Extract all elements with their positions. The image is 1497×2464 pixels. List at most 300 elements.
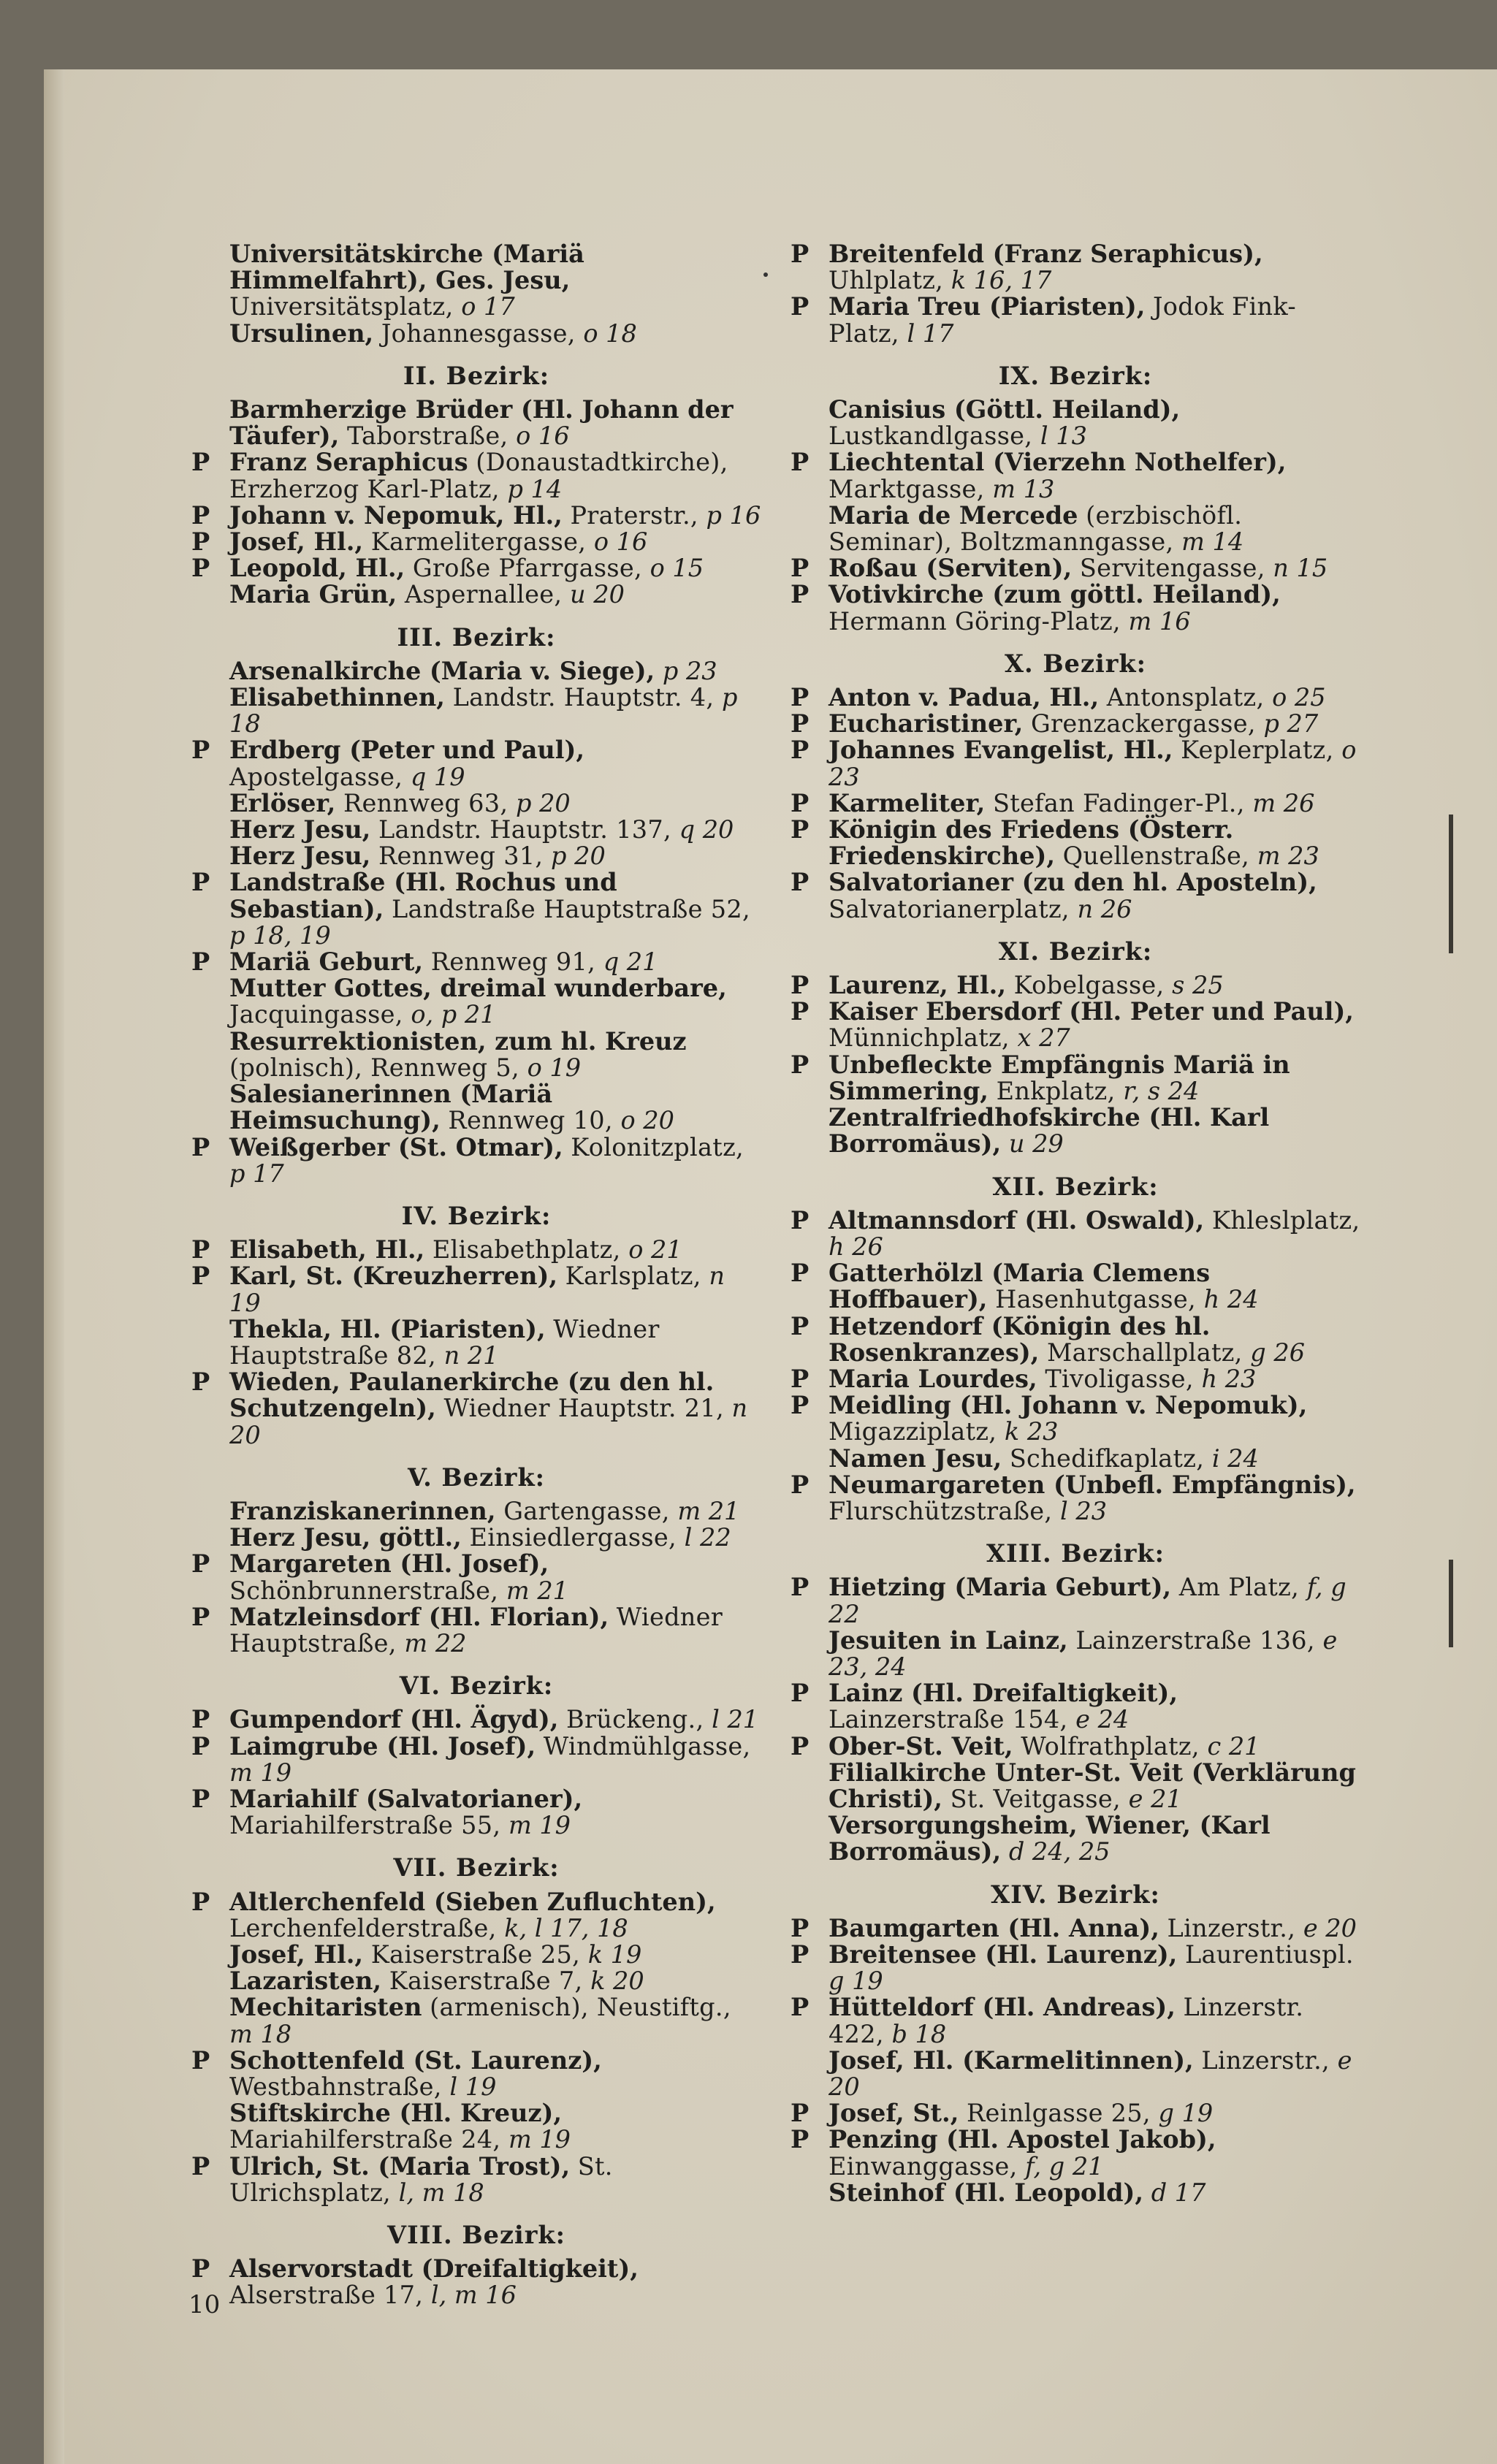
church-address: Linzerstr., <box>1201 2045 1330 2075</box>
church-entry <box>791 1733 1360 1760</box>
church-entry <box>191 1498 761 1525</box>
church-entry <box>191 2256 761 2308</box>
church-address: Grenzackergasse, <box>1031 709 1256 739</box>
church-entry <box>791 711 1360 737</box>
church-name: Josef, Hl., <box>229 527 364 557</box>
church-address: Einsiedlergasse, <box>469 1523 677 1552</box>
parish-marker: P <box>791 815 810 844</box>
parish-marker: P <box>791 2099 810 2128</box>
church-name: Salesianerinnen (Mariä Heimsuchung), <box>229 1080 553 1135</box>
church-name: Königin des Friedens (Österr. Friedenskirche), <box>829 815 1234 871</box>
church-entry <box>791 555 1360 581</box>
church-entry <box>191 1939 761 1969</box>
church-entry <box>791 1680 1360 1733</box>
district-heading: XIII. Bezirk: <box>986 1539 1165 1568</box>
church-name: Mariahilf (Salvatorianer), <box>229 1784 583 1813</box>
parish-marker: P <box>791 868 810 897</box>
map-grid-reference: p 18, 19 <box>229 920 331 950</box>
map-grid-reference: x 27 <box>1017 1023 1070 1053</box>
church-name: Mariä Geburt, <box>229 947 424 977</box>
church-address: Kaiserstraße 25, <box>370 1939 581 1969</box>
church-entry <box>191 2100 761 2153</box>
church-address: Jodok Fink-Platz, <box>829 292 1297 348</box>
parish-marker: P <box>791 736 810 765</box>
map-grid-reference: g 26 <box>1250 1338 1306 1367</box>
parish-marker: P <box>191 2151 210 2181</box>
church-name: Eucharistiner, <box>829 709 1024 739</box>
church-entry <box>791 1443 1360 1473</box>
church-address: Marktgasse, <box>829 474 985 503</box>
church-name: Franz Seraphicus <box>229 448 468 477</box>
church-name: Maria Lourdes, <box>829 1364 1037 1393</box>
parish-marker: P <box>191 554 210 583</box>
church-address: Alserstraße 17, <box>229 2281 424 2310</box>
church-name: Altmannsdorf (Hl. Oswald), <box>829 1205 1205 1235</box>
church-name: Jesuiten in Lainz, <box>829 1625 1068 1655</box>
church-address: Quellenstraße, <box>1062 842 1250 871</box>
church-entry <box>191 1968 761 1994</box>
parish-marker: P <box>791 1311 810 1340</box>
church-entry <box>791 817 1360 869</box>
map-grid-reference: f, g 22 <box>829 1573 1346 1628</box>
church-entry <box>791 449 1360 502</box>
church-name: Votivkirche (zum göttl. Heiland), <box>829 580 1281 609</box>
map-grid-reference: b 18 <box>891 2019 947 2048</box>
church-address: Karlsplatz, <box>565 1262 701 1291</box>
church-name: Thekla, Hl. (Piaristen), <box>229 1314 546 1343</box>
church-entry <box>791 684 1360 711</box>
church-name: Franziskanerinnen, <box>229 1496 496 1525</box>
church-entry <box>191 737 761 790</box>
map-grid-reference: l 13 <box>1040 422 1087 451</box>
church-address: Landstraße Hauptstraße 52, <box>391 894 750 923</box>
church-name: Alservorstadt (Dreifaltigkeit), <box>229 2254 639 2284</box>
map-grid-reference: q 21 <box>603 947 658 977</box>
church-name: Hetzendorf (Königin des hl. Rosenkranzes), <box>829 1311 1211 1367</box>
district-heading: XIV. Bezirk: <box>991 1880 1160 1909</box>
church-address: Einwanggasse, <box>829 2151 1018 2181</box>
church-name: Meidling (Hl. Johann v. Nepomuk), <box>829 1391 1308 1420</box>
church-entry <box>791 2100 1360 2127</box>
church-entry <box>791 1392 1360 1445</box>
map-grid-reference: m 14 <box>1181 527 1244 557</box>
church-address: Aspernallee, <box>404 580 563 609</box>
map-grid-reference: o 23 <box>829 736 1357 791</box>
map-grid-reference: u 29 <box>1008 1129 1064 1159</box>
parish-marker: P <box>191 2045 210 2075</box>
church-name: Karmeliter, <box>829 788 986 817</box>
map-grid-reference: o 20 <box>620 1106 674 1135</box>
church-entry <box>191 658 761 684</box>
church-name: Stiftskirche (Hl. Kreuz), <box>229 2099 562 2128</box>
church-address: (erzbischöfl. Seminar), Boltzmanngasse, <box>829 500 1243 557</box>
church-address: Große Pfarrgasse, <box>412 554 642 583</box>
map-grid-reference: n 20 <box>229 1394 748 1449</box>
church-entry <box>191 529 761 555</box>
church-entry <box>191 397 761 449</box>
church-name: Ulrich, St. (Maria Trost), <box>229 2151 571 2181</box>
page-number: 10 <box>188 2290 221 2319</box>
church-entry <box>791 1574 1360 1627</box>
church-address: Universitätsplatz, <box>229 292 454 321</box>
map-grid-reference: m 19 <box>508 2125 571 2154</box>
map-grid-reference: k, l 17, 18 <box>504 1913 628 1942</box>
church-name: Mutter Gottes, dreimal wunderbare, <box>229 974 727 1003</box>
map-grid-reference: m 21 <box>506 1576 568 1605</box>
church-entry <box>791 397 1360 449</box>
church-entry <box>191 1237 761 1263</box>
church-entry <box>791 581 1360 634</box>
church-address: Jacquingasse, <box>229 1000 403 1029</box>
church-name: Arsenalkirche (Maria v. Siege), <box>229 656 655 685</box>
church-entry <box>791 1105 1360 1157</box>
parish-marker: P <box>791 1205 810 1235</box>
map-grid-reference: d 24, 25 <box>1008 1837 1111 1866</box>
church-entry <box>191 869 761 949</box>
map-grid-reference: m 18 <box>229 2019 292 2048</box>
map-grid-reference: p 16 <box>706 500 761 530</box>
parish-marker: P <box>191 1784 210 1813</box>
church-entry <box>191 684 761 737</box>
map-grid-reference: o 15 <box>650 554 704 583</box>
parish-marker: P <box>191 1368 210 1397</box>
parish-marker: P <box>791 1993 810 2022</box>
church-name: Herz Jesu, <box>229 815 371 844</box>
church-entry <box>791 241 1360 294</box>
church-address: Antonsplatz, <box>1106 683 1265 712</box>
church-address: Lainzerstraße 154, <box>829 1705 1068 1734</box>
church-entry <box>191 500 761 530</box>
parish-marker: P <box>191 868 210 897</box>
map-grid-reference: o 17 <box>461 292 515 321</box>
map-grid-reference: e 20 <box>1303 1913 1357 1942</box>
church-name: Maria Grün, <box>229 580 397 609</box>
church-name: Herz Jesu, <box>229 842 371 871</box>
church-entry <box>791 1812 1360 1865</box>
church-address: Servitengasse, <box>1079 554 1265 583</box>
church-address: Westbahnstraße, <box>229 2072 442 2101</box>
map-grid-reference: i 24 <box>1211 1443 1259 1473</box>
church-name: Liechtental (Vierzehn Nothelfer), <box>829 448 1287 477</box>
parish-marker: P <box>191 527 210 557</box>
map-grid-reference: p 20 <box>516 788 571 817</box>
church-name: Landstraße (Hl. Rochus und Sebastian), <box>229 868 617 923</box>
church-address: (polnisch), Rennweg 5, <box>229 1053 519 1082</box>
church-entry <box>191 1081 761 1134</box>
church-address: Am Platz, <box>1178 1573 1300 1602</box>
map-grid-reference: e 23, 24 <box>829 1625 1338 1681</box>
church-address: Hasenhutgasse, <box>995 1285 1196 1314</box>
church-address: Tivoligasse, <box>1045 1364 1194 1393</box>
church-address: Kaiserstraße 7, <box>389 1967 583 1996</box>
map-grid-reference: o 25 <box>1272 683 1326 712</box>
parish-marker: P <box>191 1602 210 1631</box>
church-address: Flurschützstraße, <box>829 1496 1053 1525</box>
map-grid-reference: o 21 <box>628 1235 682 1265</box>
church-entry <box>191 1551 761 1603</box>
church-address: Rennweg 10, <box>448 1106 613 1135</box>
church-entry <box>791 1939 1360 1996</box>
map-grid-reference: m 13 <box>992 474 1055 503</box>
district-heading: VIII. Bezirk: <box>387 2221 565 2250</box>
church-name: Margareten (Hl. Josef), <box>229 1549 549 1579</box>
parish-marker: P <box>791 1573 810 1602</box>
map-grid-reference: s 25 <box>1172 971 1224 1000</box>
church-entry <box>191 449 761 502</box>
map-grid-reference: n 19 <box>229 1262 725 1317</box>
church-entry <box>791 972 1360 999</box>
church-name: Altlerchenfeld (Sieben Zufluchten), <box>229 1887 716 1916</box>
church-address: Wolfrathplatz, <box>1021 1731 1200 1761</box>
parish-marker: P <box>191 947 210 977</box>
map-grid-reference: m 22 <box>404 1628 467 1658</box>
map-grid-reference: o, p 21 <box>411 1000 496 1029</box>
parish-marker: P <box>191 2254 210 2284</box>
map-grid-reference: r, s 24 <box>1123 1076 1200 1105</box>
parish-marker: P <box>191 736 210 765</box>
district-heading: III. Bezirk: <box>397 622 556 652</box>
church-entry <box>191 949 761 975</box>
church-entry <box>191 321 761 347</box>
church-address: Lerchenfelderstraße, <box>229 1913 497 1942</box>
parish-marker: P <box>791 554 810 583</box>
church-name: Kaiser Ebersdorf (Hl. Peter und Paul), <box>829 997 1354 1026</box>
church-entry <box>791 737 1360 790</box>
church-name: Laimgrube (Hl. Josef), <box>229 1731 536 1761</box>
map-grid-reference: d 17 <box>1151 2178 1206 2207</box>
map-grid-reference: l 19 <box>449 2072 497 2101</box>
church-entry <box>791 869 1360 922</box>
map-grid-reference: g 19 <box>829 1967 883 1996</box>
church-address: Schedifkaplatz, <box>1009 1443 1205 1473</box>
church-name: Resurrektionisten, zum hl. Kreuz <box>229 1026 687 1056</box>
parish-marker: P <box>791 580 810 609</box>
church-name: Penzing (Hl. Apostel Jakob), <box>829 2125 1216 2154</box>
map-grid-reference: l 22 <box>684 1523 731 1552</box>
church-name: Matzleinsdorf (Hl. Florian), <box>229 1602 609 1631</box>
district-heading: IX. Bezirk: <box>998 361 1153 390</box>
map-grid-reference: e 20 <box>829 2045 1352 2101</box>
church-name: Ursulinen, <box>229 319 374 348</box>
parish-marker: P <box>791 1731 810 1761</box>
map-grid-reference: p 27 <box>1263 709 1319 739</box>
church-name: Laurenz, Hl., <box>829 971 1006 1000</box>
church-entry <box>191 581 761 608</box>
map-grid-reference: k 16, 17 <box>951 266 1052 295</box>
map-grid-reference: p 14 <box>507 474 563 503</box>
church-entry <box>191 1134 761 1187</box>
church-name: Weißgerber (St. Otmar), <box>229 1132 563 1162</box>
church-name: Steinhof (Hl. Leopold), <box>829 2178 1144 2207</box>
right-column <box>791 241 1360 2206</box>
church-name: Josef, Hl. (Karmelitinnen), <box>829 2045 1194 2075</box>
church-address: Gartengasse, <box>503 1496 670 1525</box>
church-entry <box>791 2045 1360 2101</box>
church-address: St. Veitgasse, <box>950 1784 1121 1813</box>
church-address: Keplerplatz, <box>1181 736 1334 765</box>
church-entry <box>791 999 1360 1051</box>
church-address: Apostelgasse, <box>229 762 403 791</box>
church-address: Laurentiuspl. <box>1184 1939 1354 1969</box>
map-grid-reference: m 19 <box>229 1758 292 1787</box>
parish-marker: P <box>791 1259 810 1288</box>
church-address: Mariahilferstraße 24, <box>229 2125 501 2154</box>
church-address: Lainzerstraße 136, <box>1075 1625 1315 1655</box>
parish-marker: P <box>791 1391 810 1420</box>
church-address: Linzerstr. 422, <box>829 1993 1304 2048</box>
church-entry <box>791 1472 1360 1525</box>
map-grid-reference: u 20 <box>570 580 625 609</box>
church-entry <box>191 2045 761 2101</box>
church-address: Karmelitergasse, <box>370 527 587 557</box>
map-grid-reference: p 20 <box>551 842 606 871</box>
church-name: Elisabeth, Hl., <box>229 1235 425 1265</box>
church-entry <box>791 1994 1360 2047</box>
church-name: Anton v. Padua, Hl., <box>829 683 1100 712</box>
map-grid-reference: p 23 <box>662 656 717 685</box>
church-address: St. Ulrichsplatz, <box>229 2151 613 2207</box>
church-address: Kobelgasse, <box>1013 971 1165 1000</box>
church-name: Neumargareten (Unbefl. Empfängnis), <box>829 1470 1356 1499</box>
left-column <box>191 241 761 2309</box>
parish-marker: P <box>791 1364 810 1393</box>
church-entry <box>191 1263 761 1316</box>
church-entry <box>791 1205 1360 1261</box>
church-address: Brückeng., <box>566 1705 704 1734</box>
print-speck <box>763 272 768 277</box>
church-address: Wiedner Hauptstraße, <box>229 1602 723 1658</box>
church-entry <box>791 2127 1360 2179</box>
church-address: Marschallplatz, <box>1047 1338 1243 1367</box>
church-address: Landstr. Hauptstr. 137, <box>378 815 671 844</box>
page-edge-mark <box>1449 815 1453 953</box>
church-name: Salvatorianer (zu den hl. Aposteln), <box>829 868 1317 897</box>
parish-marker: P <box>791 683 810 712</box>
church-name: Gumpendorf (Hl. Ägyd), <box>229 1705 559 1734</box>
map-grid-reference: e 21 <box>1128 1784 1182 1813</box>
church-entry <box>791 790 1360 817</box>
map-grid-reference: o 16 <box>516 422 570 451</box>
church-entry <box>791 1915 1360 1942</box>
district-heading: XII. Bezirk: <box>992 1172 1159 1201</box>
church-name: Filialkirche Unter-St. Veit (Verklärung Christi), <box>829 1758 1356 1813</box>
church-name: Breitensee (Hl. Laurenz), <box>829 1939 1178 1969</box>
map-grid-reference: l 21 <box>712 1705 759 1734</box>
map-grid-reference: q 19 <box>410 762 465 791</box>
parish-marker: P <box>191 1731 210 1761</box>
church-entry <box>191 1733 761 1786</box>
church-address: Hermann Göring-Platz, <box>829 606 1121 636</box>
map-grid-reference: k 20 <box>590 1967 644 1996</box>
map-grid-reference: o 19 <box>527 1053 582 1082</box>
church-address: Wiedner Hauptstraße 82, <box>229 1314 660 1370</box>
church-name: Namen Jesu, <box>829 1443 1002 1473</box>
church-entry <box>191 1316 761 1369</box>
church-address: Mariahilferstraße 55, <box>229 1811 501 1840</box>
church-name: Wieden, Paulanerkirche (zu den hl. Schutzengeln), <box>229 1368 715 1423</box>
church-address: Enkplatz, <box>996 1076 1116 1105</box>
church-address: Khleslplatz, <box>1211 1205 1360 1235</box>
church-address: Schönbrunnerstraße, <box>229 1576 499 1605</box>
church-name: Leopold, Hl., <box>229 554 405 583</box>
map-grid-reference: m 19 <box>508 1811 571 1840</box>
church-address: Praterstr., <box>570 500 698 530</box>
map-grid-reference: n 26 <box>1077 894 1132 923</box>
parish-marker: P <box>791 1679 810 1708</box>
church-address: Johannesgasse, <box>381 319 576 348</box>
church-name: Erlöser, <box>229 788 336 817</box>
church-name: Universitätskirche (Mariä Himmelfahrt), Ges. Jesu, <box>229 240 584 295</box>
church-address: Lustkandlgasse, <box>829 422 1033 451</box>
church-entry <box>191 817 761 843</box>
district-heading: VI. Bezirk: <box>399 1671 554 1701</box>
parish-marker: P <box>791 448 810 477</box>
church-name: Johannes Evangelist, Hl., <box>829 736 1173 765</box>
map-grid-reference: m 23 <box>1257 842 1319 871</box>
church-name: Roßau (Serviten), <box>829 554 1073 583</box>
church-address: Rennweg 31, <box>378 842 544 871</box>
church-name: Hietzing (Maria Geburt), <box>829 1573 1172 1602</box>
church-entry <box>791 1052 1360 1105</box>
map-grid-reference: o 16 <box>593 527 648 557</box>
map-grid-reference: h 24 <box>1203 1285 1259 1314</box>
church-entry <box>191 790 761 817</box>
church-address: Wiedner Hauptstr. 21, <box>443 1394 724 1423</box>
district-heading: V. Bezirk: <box>407 1462 546 1492</box>
church-entry <box>191 975 761 1028</box>
church-name: Karl, St. (Kreuzherren), <box>229 1262 557 1291</box>
map-grid-reference: g 19 <box>1158 2099 1214 2128</box>
church-name: Ober-St. Veit, <box>829 1731 1013 1761</box>
church-name: Barmherzige Brüder (Hl. Johann der Täufer), <box>229 395 734 451</box>
church-entry <box>791 1366 1360 1392</box>
church-address: Migazziplatz, <box>829 1417 997 1446</box>
church-entry <box>791 294 1360 346</box>
church-entry <box>191 1889 761 1942</box>
church-entry <box>191 1994 761 2047</box>
church-name: Johann v. Nepomuk, Hl., <box>229 500 563 530</box>
map-grid-reference: k 23 <box>1004 1417 1059 1446</box>
parish-marker: P <box>191 1705 210 1734</box>
district-heading: II. Bezirk: <box>403 361 550 390</box>
parish-marker: P <box>191 1262 210 1291</box>
church-entry <box>791 2180 1360 2206</box>
parish-marker: P <box>791 1470 810 1499</box>
parish-marker: P <box>191 500 210 530</box>
map-grid-reference: f, g 21 <box>1025 2151 1104 2181</box>
church-address: Münnichplatz, <box>829 1023 1010 1053</box>
church-address: Windmühlgasse, <box>543 1731 751 1761</box>
church-address: Rennweg 91, <box>430 947 596 977</box>
map-grid-reference: e 24 <box>1075 1705 1130 1734</box>
church-entry <box>191 555 761 581</box>
church-name: Hütteldorf (Hl. Andreas), <box>829 1993 1176 2022</box>
church-entry <box>791 1260 1360 1313</box>
church-name: Versorgungsheim, Wiener, (Karl Borromäus), <box>829 1811 1271 1866</box>
church-entry <box>791 1760 1360 1812</box>
map-grid-reference: m 26 <box>1252 788 1315 817</box>
church-name: Breitenfeld (Franz Seraphicus), <box>829 240 1263 268</box>
church-address: (armenisch), Neustiftg., <box>430 1993 731 2022</box>
parish-marker: P <box>791 1939 810 1969</box>
page-binding-edge <box>44 69 64 2464</box>
church-address: Stefan Fadinger-Pl., <box>993 788 1245 817</box>
church-address: Taborstraße, <box>346 422 508 451</box>
map-grid-reference: h 26 <box>829 1232 883 1261</box>
map-grid-reference: l, m 18 <box>398 2178 484 2207</box>
parish-marker: P <box>791 788 810 817</box>
church-name: Lazaristen, <box>229 1967 382 1996</box>
